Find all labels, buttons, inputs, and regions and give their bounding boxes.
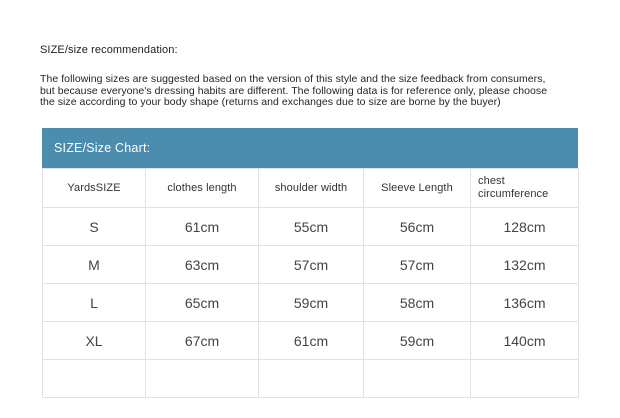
cell-clothes-length: 65cm bbox=[146, 284, 259, 322]
intro-line-3: the size according to your body shape (returns and exchanges due to size are borne by the buyer) bbox=[40, 96, 501, 109]
cell-sleeve-length: 57cm bbox=[364, 246, 471, 284]
cell-empty bbox=[259, 360, 364, 398]
cell-empty bbox=[146, 360, 259, 398]
cell-empty bbox=[471, 360, 579, 398]
page-title: SIZE/size recommendation: bbox=[40, 44, 178, 56]
column-header-clothes-length: clothes length bbox=[146, 169, 259, 208]
size-table bbox=[42, 168, 579, 398]
size-chart-title-bar bbox=[42, 128, 578, 168]
column-header-sleeve-length: Sleeve Length bbox=[364, 169, 471, 208]
column-header-shoulder-width: shoulder width bbox=[259, 169, 364, 208]
cell-chest: 128cm bbox=[471, 208, 579, 246]
cell-sleeve-length: 58cm bbox=[364, 284, 471, 322]
cell-size-label: M bbox=[43, 246, 146, 284]
intro-line-1: The following sizes are suggested based on the version of this style and the size feedback from consumers, bbox=[40, 73, 546, 85]
table-row-size-m bbox=[43, 246, 579, 284]
size-chart-section bbox=[42, 128, 578, 398]
cell-sleeve-length: 56cm bbox=[364, 208, 471, 246]
intro-paragraph bbox=[40, 74, 547, 109]
table-row-size-l bbox=[43, 284, 579, 322]
cell-clothes-length: 67cm bbox=[146, 322, 259, 360]
cell-chest: 132cm bbox=[471, 246, 579, 284]
column-header-yards-size: YardsSIZE bbox=[43, 169, 146, 208]
cell-empty bbox=[364, 360, 471, 398]
cell-chest: 136cm bbox=[471, 284, 579, 322]
cell-chest: 140cm bbox=[471, 322, 579, 360]
table-row-empty bbox=[43, 360, 579, 398]
cell-size-label: L bbox=[43, 284, 146, 322]
table-header-row bbox=[43, 169, 579, 208]
cell-size-label: S bbox=[43, 208, 146, 246]
cell-clothes-length: 61cm bbox=[146, 208, 259, 246]
table-row-size-xl bbox=[43, 322, 579, 360]
intro-line-2: but because everyone's dressing habits are different. The following data is for reference only, please choose bbox=[40, 84, 548, 97]
cell-shoulder-width: 57cm bbox=[259, 246, 364, 284]
size-chart-title: SIZE/Size Chart: bbox=[54, 141, 151, 155]
cell-size-label: XL bbox=[43, 322, 146, 360]
cell-shoulder-width: 55cm bbox=[259, 208, 364, 246]
column-header-chest-circumference: chest circumference bbox=[471, 169, 579, 208]
cell-shoulder-width: 61cm bbox=[259, 322, 364, 360]
cell-clothes-length: 63cm bbox=[146, 246, 259, 284]
cell-empty bbox=[43, 360, 146, 398]
cell-sleeve-length: 59cm bbox=[364, 322, 471, 360]
cell-shoulder-width: 59cm bbox=[259, 284, 364, 322]
table-row-size-s bbox=[43, 208, 579, 246]
